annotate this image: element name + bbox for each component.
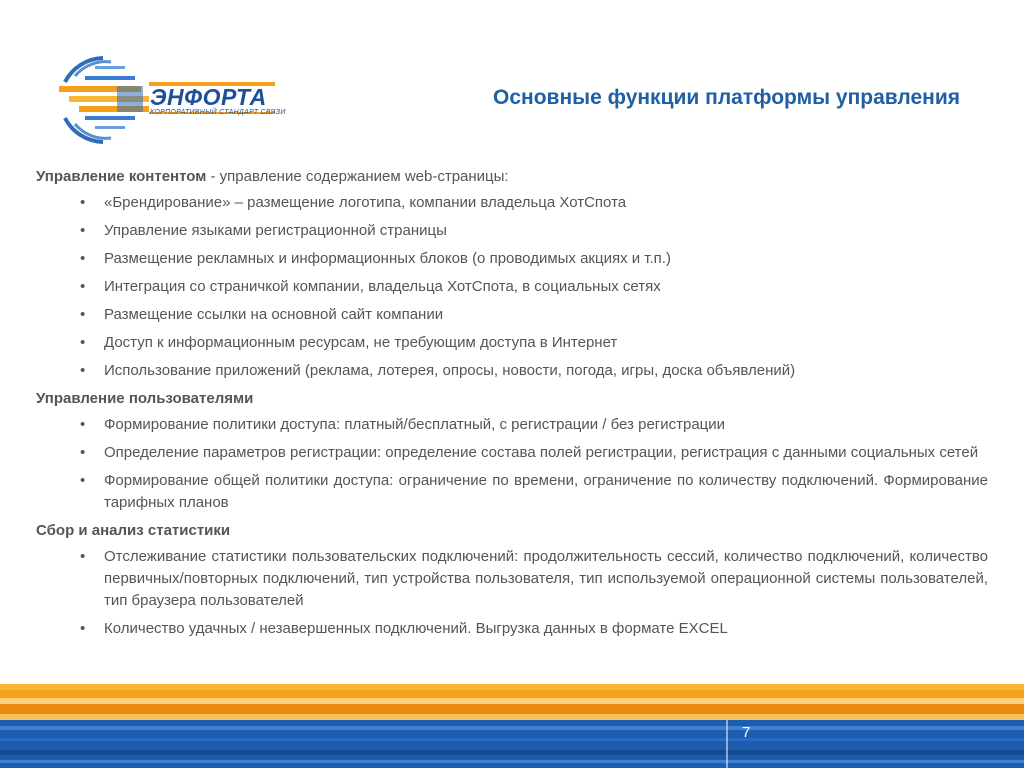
bullet-icon: • [80, 278, 86, 295]
bullet-icon: • [80, 362, 86, 379]
page-number: 7 [742, 724, 751, 741]
section-title: Сбор и анализ статистики [36, 522, 231, 539]
bullet-icon: • [80, 222, 86, 239]
list-item [36, 332, 988, 354]
bullet-icon: • [80, 306, 86, 323]
globe-icon [59, 58, 149, 142]
bullet-icon: • [80, 548, 86, 565]
list-item [36, 192, 988, 214]
list-item-text: Определение параметров регистрации: определение состава полей регистрации, регистрация с данными социальных сетей [104, 444, 979, 461]
list-item [36, 248, 988, 270]
slide-content [36, 166, 988, 646]
list-item [36, 618, 988, 640]
section-heading-content [36, 166, 988, 188]
bullet-icon: • [80, 620, 86, 637]
list-item-text: Отслеживание статистики пользовательских подключений: продолжительность сессий, количество подключений, количество первичных/повторных подключений, тип устройства пользователя, тип используемой операционной системы пользователей, тип браузера пользователей [104, 548, 988, 609]
bullet-icon: • [80, 250, 86, 267]
list-item-text: Формирование политики доступа: платный/бесплатный, с регистрации / без регистрации [104, 416, 726, 433]
list-item [36, 220, 988, 242]
bullet-icon: • [80, 444, 86, 461]
list-item-text: Интеграция со страничкой компании, владельца ХотСпота, в социальных сетях [104, 278, 661, 295]
list-item-text: «Брендирование» – размещение логотипа, компании владельца ХотСпота [104, 194, 627, 211]
section-heading-statistics [36, 520, 988, 542]
list-item-text: Размещение рекламных и информационных блоков (о проводимых акциях и т.п.) [104, 250, 671, 267]
bottom-decorative-band [0, 684, 1024, 768]
section-title: Управление контентом [36, 168, 207, 185]
list-item-text: Размещение ссылки на основной сайт компании [104, 306, 444, 323]
bullet-icon: • [80, 472, 86, 489]
section-heading-users [36, 388, 988, 410]
bullet-icon: • [80, 194, 86, 211]
list-item [36, 442, 988, 464]
bullet-icon: • [80, 334, 86, 351]
section-suffix: - управление содержанием web-страницы: [206, 168, 509, 185]
list-item-text: Использование приложений (реклама, лотерея, опросы, новости, погода, игры, доска объявлений) [104, 362, 796, 379]
list-item [36, 546, 988, 612]
list-item-text: Управление языками регистрационной страницы [104, 222, 447, 239]
list-item [36, 304, 988, 326]
logo-name: ЭНФОРТА [150, 84, 267, 110]
list-item-text: Количество удачных / незавершенных подключений. Выгрузка данных в формате EXCEL [104, 620, 728, 637]
list-item-text: Формирование общей политики доступа: ограничение по времени, ограничение по количеству подключений. Формирование тарифных планов [104, 472, 988, 511]
list-item-text: Доступ к информационным ресурсам, не требующим доступа в Интернет [104, 334, 618, 351]
list-item [36, 276, 988, 298]
bullet-icon: • [80, 416, 86, 433]
bullet-list-users [36, 414, 988, 514]
bullet-list-content [36, 192, 988, 382]
section-title: Управление пользователями [36, 390, 254, 407]
page-title: Основные функции платформы управления [493, 86, 960, 109]
list-item [36, 360, 988, 382]
list-item [36, 414, 988, 436]
logo-tagline: КОРПОРАТИВНЫЙ СТАНДАРТ СВЯЗИ [150, 109, 286, 116]
bullet-list-statistics [36, 546, 988, 640]
list-item [36, 470, 988, 514]
